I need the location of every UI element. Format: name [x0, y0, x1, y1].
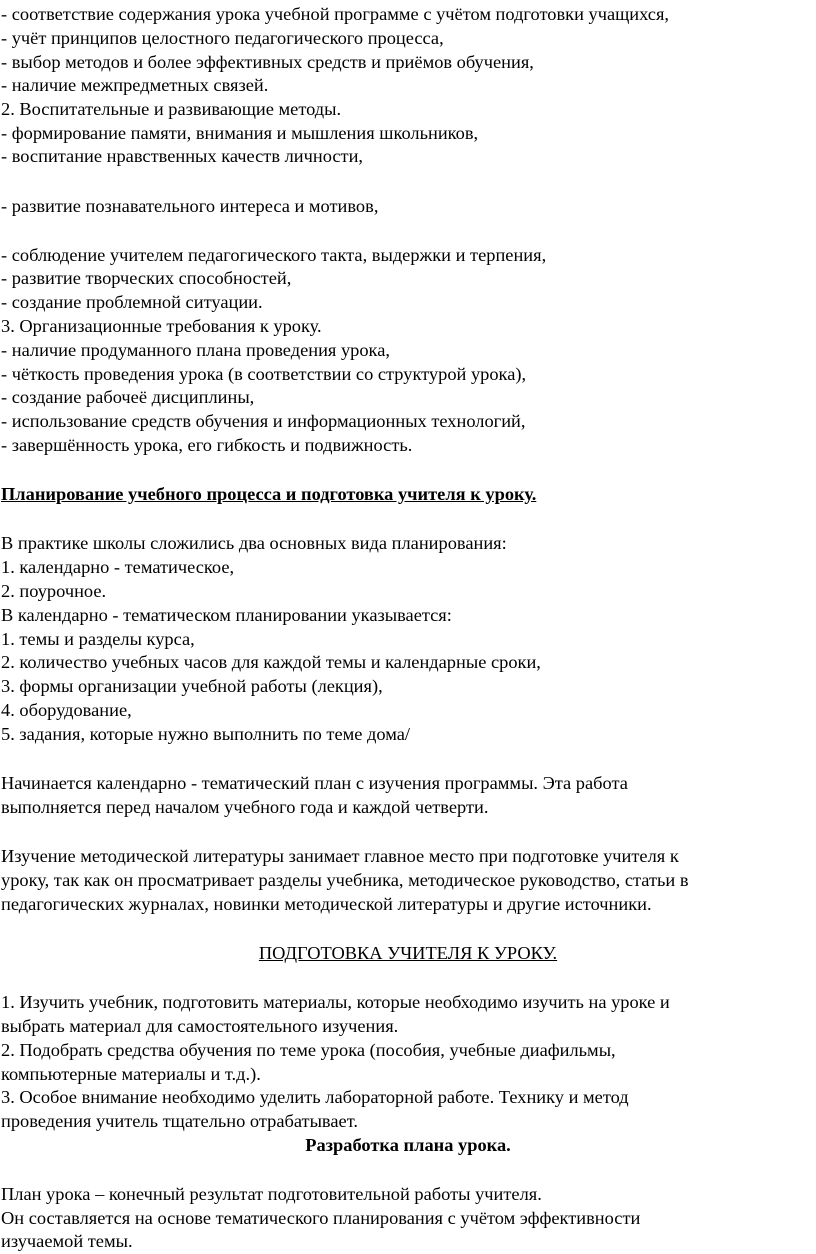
planning-line: 2. количество учебных часов для каждой темы и календарные сроки,	[1, 652, 541, 672]
requirement-line: - развитие познавательного интереса и мотивов,	[1, 196, 379, 216]
paragraph-line: уроку, так как он просматривает разделы учебника, методическое руководство, статьи в	[1, 870, 689, 890]
requirement-line: - учёт принципов целостного педагогического процесса,	[1, 28, 444, 48]
preparation-line: 3. Особое внимание необходимо уделить лабораторной работе. Технику и метод	[1, 1087, 629, 1107]
lesson-plan-line: План урока – конечный результат подготовительной работы учителя.	[1, 1184, 542, 1204]
paragraph-line: выполняется перед началом учебного года и каждой четверти.	[1, 797, 489, 817]
planning-line: 2. поурочное.	[1, 581, 107, 601]
lesson-plan-line: изучаемой темы.	[1, 1231, 133, 1251]
requirement-line: - соблюдение учителем педагогического такта, выдержки и терпения,	[1, 245, 547, 265]
requirement-line: - выбор методов и более эффективных средств и приёмов обучения,	[1, 52, 534, 72]
requirement-line: - наличие межпредметных связей.	[1, 75, 269, 95]
requirement-line: - чёткость проведения урока (в соответствии со структурой урока),	[1, 364, 527, 384]
requirement-line: - создание рабочеё дисциплины,	[1, 387, 255, 407]
requirement-line: - использование средств обучения и информационных технологий,	[1, 411, 526, 431]
paragraph-line: Начинается календарно - тематический план с изучения программы. Эта работа	[1, 773, 628, 793]
requirement-line: - создание проблемной ситуации.	[1, 292, 263, 312]
lesson-plan-line: Он составляется на основе тематического планирования с учётом эффективности	[1, 1208, 641, 1228]
paragraph-line: педагогических журналах, новинки методической литературы и другие источники.	[1, 894, 652, 914]
planning-line: 1. календарно - тематическое,	[1, 557, 235, 577]
planning-line: В календарно - тематическом планировании указывается:	[1, 605, 452, 625]
preparation-line: 1. Изучить учебник, подготовить материалы, которые необходимо изучить на уроке и	[1, 992, 670, 1012]
preparation-heading: ПОДГОТОВКА УЧИТЕЛЯ К УРОКУ.	[258, 943, 558, 963]
preparation-line: компьютерные материалы и т.д.).	[1, 1064, 261, 1084]
planning-line: 1. темы и разделы курса,	[1, 629, 195, 649]
requirement-line: - соответствие содержания урока учебной программе с учётом подготовки учащихся,	[1, 4, 670, 24]
preparation-line: проведения учитель тщательно отрабатывает.	[1, 1111, 358, 1131]
requirement-line: - развитие творческих способностей,	[1, 268, 292, 288]
requirement-line: - формирование памяти, внимания и мышления школьников,	[1, 123, 479, 143]
requirement-line: - воспитание нравственных качеств личности,	[1, 146, 364, 166]
lesson-plan-heading: Разработка плана урока.	[305, 1135, 511, 1155]
paragraph-line: Изучение методической литературы занимает главное место при подготовке учителя к	[1, 846, 679, 866]
preparation-line: выбрать материал для самостоятельного изучения.	[1, 1016, 399, 1036]
planning-line: В практике школы сложились два основных вида планирования:	[1, 533, 507, 553]
planning-line: 4. оборудование,	[1, 700, 132, 720]
preparation-line: 2. Подобрать средства обучения по теме урока (пособия, учебные диафильмы,	[1, 1040, 616, 1060]
requirement-line: - завершённость урока, его гибкость и подвижность.	[1, 435, 413, 455]
requirement-line: - наличие продуманного плана проведения урока,	[1, 340, 390, 360]
subsection-title: 3. Организационные требования к уроку.	[1, 316, 322, 336]
planning-line: 3. формы организации учебной работы (лекция),	[1, 676, 383, 696]
subsection-title: 2. Воспитательные и развивающие методы.	[1, 99, 342, 119]
planning-line: 5. задания, которые нужно выполнить по теме дома/	[1, 724, 411, 744]
planning-heading: Планирование учебного процесса и подготовка учителя к уроку.	[1, 484, 537, 504]
